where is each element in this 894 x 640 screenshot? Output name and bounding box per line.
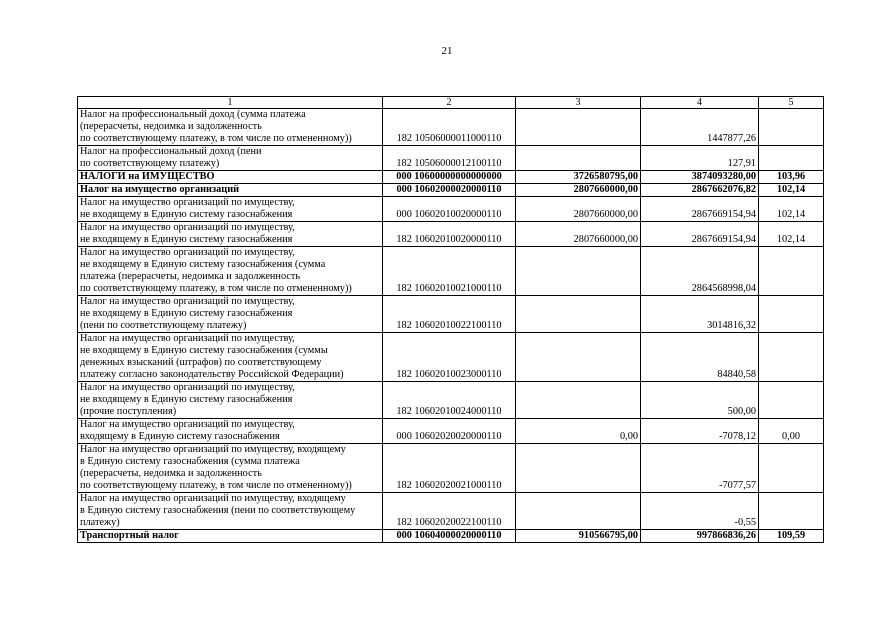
table-row bbox=[78, 184, 824, 197]
row-fact-cell: 2867669154,94 bbox=[641, 197, 759, 222]
column-header: 5 bbox=[759, 97, 824, 109]
table-row bbox=[78, 419, 824, 444]
row-code-cell: 182 10506000011000110 bbox=[383, 109, 516, 146]
row-plan-cell bbox=[516, 146, 641, 171]
row-name-cell: НАЛОГИ на ИМУЩЕСТВО bbox=[78, 171, 383, 184]
table-row bbox=[78, 444, 824, 493]
row-plan-cell: 910566795,00 bbox=[516, 530, 641, 543]
row-fact-cell: 2867662076,82 bbox=[641, 184, 759, 197]
row-name-cell: Налог на имущество организаций по имуществу, входящему в Единую систему газоснабжения (пени по соответствующему платежу) bbox=[78, 493, 383, 530]
row-code-cell: 182 10602020022100110 bbox=[383, 493, 516, 530]
row-percent-cell bbox=[759, 382, 824, 419]
row-plan-cell: 0,00 bbox=[516, 419, 641, 444]
row-percent-cell bbox=[759, 296, 824, 333]
row-percent-cell: 102,14 bbox=[759, 222, 824, 247]
table-row bbox=[78, 197, 824, 222]
row-name-cell: Налог на имущество организаций bbox=[78, 184, 383, 197]
row-name-cell: Налог на профессиональный доход (пени по соответствующему платежу) bbox=[78, 146, 383, 171]
row-name-cell: Налог на имущество организаций по имуществу, не входящему в Единую систему газоснабжения (прочие поступления) bbox=[78, 382, 383, 419]
row-plan-cell: 2807660000,00 bbox=[516, 222, 641, 247]
row-name-cell: Налог на имущество организаций по имуществу, не входящему в Единую систему газоснабжения bbox=[78, 197, 383, 222]
row-name-cell: Налог на имущество организаций по имуществу, входящему в Единую систему газоснабжения bbox=[78, 419, 383, 444]
row-code-cell: 182 10602010021000110 bbox=[383, 247, 516, 296]
table-header-row bbox=[78, 97, 824, 109]
row-fact-cell: 2864568998,04 bbox=[641, 247, 759, 296]
row-code-cell: 000 10604000020000110 bbox=[383, 530, 516, 543]
row-percent-cell bbox=[759, 444, 824, 493]
row-fact-cell: 1447877,26 bbox=[641, 109, 759, 146]
row-code-cell: 182 10602010020000110 bbox=[383, 222, 516, 247]
row-percent-cell bbox=[759, 146, 824, 171]
row-percent-cell: 109,59 bbox=[759, 530, 824, 543]
table-row bbox=[78, 296, 824, 333]
row-code-cell: 000 10602000020000110 bbox=[383, 184, 516, 197]
column-header: 2 bbox=[383, 97, 516, 109]
row-fact-cell: 84840,58 bbox=[641, 333, 759, 382]
row-name-cell: Налог на имущество организаций по имуществу, не входящему в Единую систему газоснабжения (суммы денежных взысканий (штрафов) по соответствующему платежу согласно законодательству Российской Федерации) bbox=[78, 333, 383, 382]
row-percent-cell bbox=[759, 247, 824, 296]
table-row bbox=[78, 382, 824, 419]
row-percent-cell: 103,96 bbox=[759, 171, 824, 184]
row-fact-cell: -7077,57 bbox=[641, 444, 759, 493]
row-percent-cell bbox=[759, 109, 824, 146]
page-number: 21 bbox=[441, 45, 453, 57]
table-row bbox=[78, 171, 824, 184]
row-code-cell: 000 10602010020000110 bbox=[383, 197, 516, 222]
row-code-cell: 182 10602010022100110 bbox=[383, 296, 516, 333]
table-row bbox=[78, 222, 824, 247]
row-plan-cell bbox=[516, 109, 641, 146]
row-plan-cell bbox=[516, 493, 641, 530]
row-name-cell: Налог на имущество организаций по имуществу, не входящему в Единую систему газоснабжения (пени по соответствующему платежу) bbox=[78, 296, 383, 333]
row-plan-cell bbox=[516, 333, 641, 382]
table-row bbox=[78, 109, 824, 146]
row-code-cell: 182 10602020021000110 bbox=[383, 444, 516, 493]
row-plan-cell bbox=[516, 382, 641, 419]
row-name-cell: Налог на имущество организаций по имуществу, не входящему в Единую систему газоснабжения bbox=[78, 222, 383, 247]
row-name-cell: Транспортный налог bbox=[78, 530, 383, 543]
column-header: 4 bbox=[641, 97, 759, 109]
row-plan-cell: 2807660000,00 bbox=[516, 184, 641, 197]
row-plan-cell: 3726580795,00 bbox=[516, 171, 641, 184]
row-fact-cell: 500,00 bbox=[641, 382, 759, 419]
column-header: 1 bbox=[78, 97, 383, 109]
row-fact-cell: -0,55 bbox=[641, 493, 759, 530]
row-plan-cell bbox=[516, 296, 641, 333]
row-plan-cell: 2807660000,00 bbox=[516, 197, 641, 222]
row-code-cell: 000 10602020020000110 bbox=[383, 419, 516, 444]
row-percent-cell bbox=[759, 493, 824, 530]
row-plan-cell bbox=[516, 247, 641, 296]
row-percent-cell: 102,14 bbox=[759, 184, 824, 197]
row-code-cell: 182 10506000012100110 bbox=[383, 146, 516, 171]
row-fact-cell: 127,91 bbox=[641, 146, 759, 171]
row-code-cell: 182 10602010023000110 bbox=[383, 333, 516, 382]
row-name-cell: Налог на имущество организаций по имуществу, входящему в Единую систему газоснабжения (сумма платежа (перерасчеты, недоимка и задолженность по соответствующему платежу, в том числе по отмененному)) bbox=[78, 444, 383, 493]
row-plan-cell bbox=[516, 444, 641, 493]
row-percent-cell: 102,14 bbox=[759, 197, 824, 222]
row-fact-cell: 2867669154,94 bbox=[641, 222, 759, 247]
table-row bbox=[78, 146, 824, 171]
row-fact-cell: 3014816,32 bbox=[641, 296, 759, 333]
budget-table bbox=[77, 96, 824, 543]
row-code-cell: 000 10600000000000000 bbox=[383, 171, 516, 184]
column-header: 3 bbox=[516, 97, 641, 109]
row-name-cell: Налог на профессиональный доход (сумма платежа (перерасчеты, недоимка и задолженность по соответствующему платежу, в том числе по отмененному)) bbox=[78, 109, 383, 146]
row-fact-cell: 3874093280,00 bbox=[641, 171, 759, 184]
row-percent-cell bbox=[759, 333, 824, 382]
row-fact-cell: -7078,12 bbox=[641, 419, 759, 444]
table-body bbox=[78, 109, 824, 543]
table-row bbox=[78, 333, 824, 382]
row-code-cell: 182 10602010024000110 bbox=[383, 382, 516, 419]
table-row bbox=[78, 247, 824, 296]
row-fact-cell: 997866836,26 bbox=[641, 530, 759, 543]
table-row bbox=[78, 493, 824, 530]
row-name-cell: Налог на имущество организаций по имуществу, не входящему в Единую систему газоснабжения (сумма платежа (перерасчеты, недоимка и задолженность по соответствующему платежу, в том числе по отмененному)) bbox=[78, 247, 383, 296]
row-percent-cell: 0,00 bbox=[759, 419, 824, 444]
table-row bbox=[78, 530, 824, 543]
